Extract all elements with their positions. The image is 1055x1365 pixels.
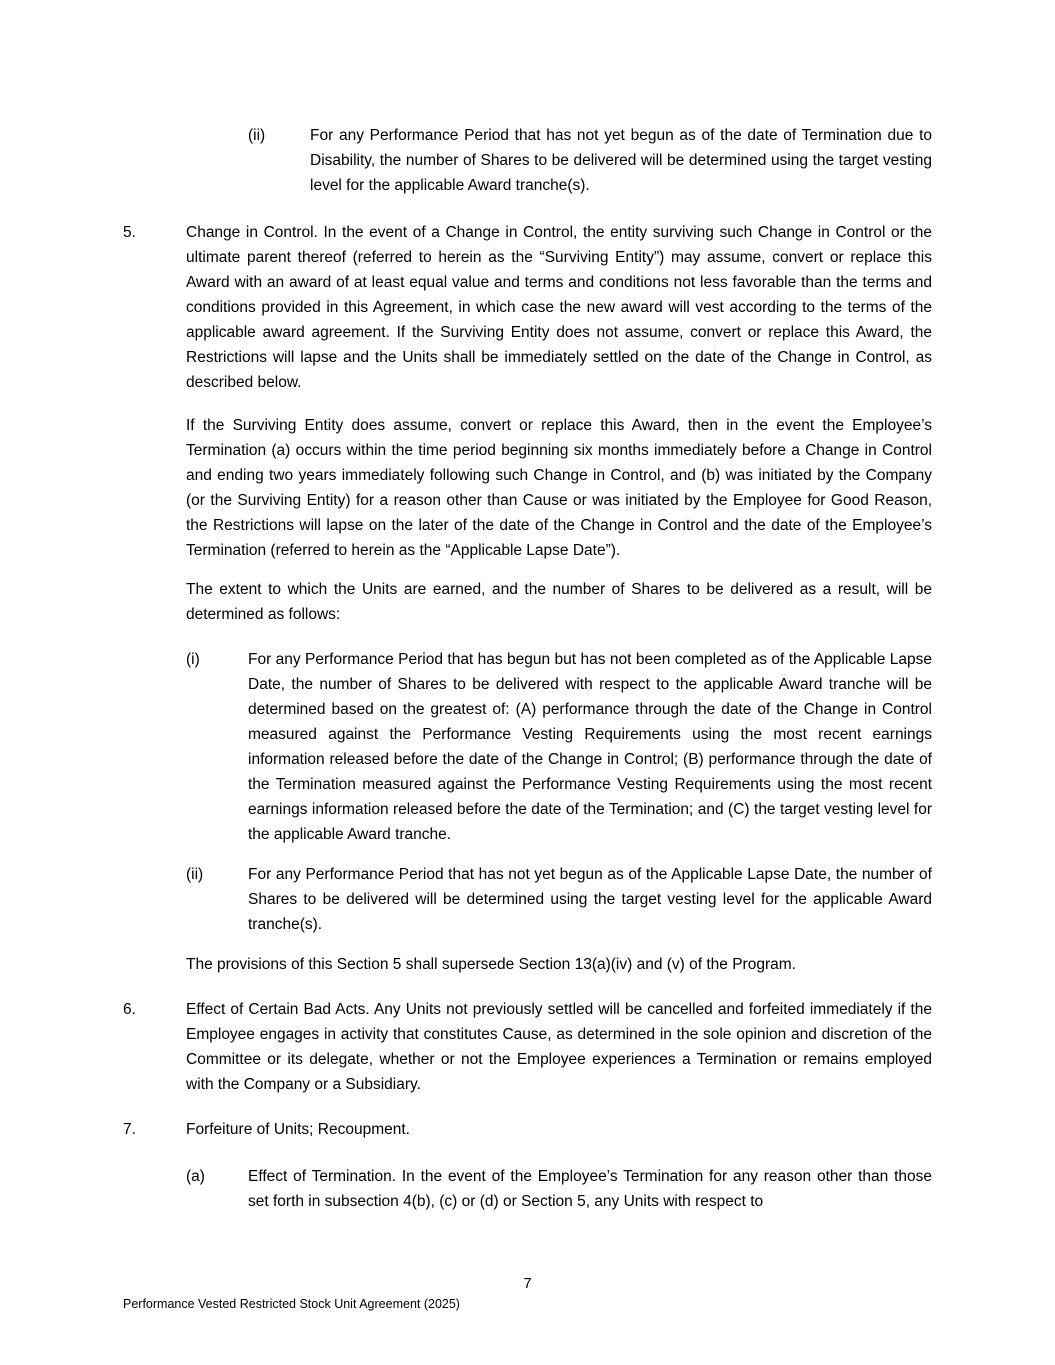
section-text: Effect of Certain Bad Acts. Any Units not previously settled will be cancelled and forfeited immediately if the Employee engages in activity that constitutes Cause, as determined in the sole opinion and discretion of the Committee or its delegate, whether or not the Employee experiences a Termination or remains employed with the Company or a Subsidiary. [186, 1001, 932, 1093]
section-text: Forfeiture of Units; Recoupment. [186, 1121, 410, 1138]
list-item-marker: (i) [186, 651, 200, 668]
section-number: 5. [123, 224, 136, 241]
list-item-i-performance-period-begun [123, 647, 932, 847]
paragraph-provisions-supersede [123, 952, 932, 977]
section-6-effect-of-certain-bad-acts [123, 997, 932, 1097]
paragraph-text: If the Surviving Entity does assume, convert or replace this Award, then in the event the Employee’s Termination (a) occurs within the time period beginning six months immediately before a Change in Control and ending two years immediately following such Change in Control, and (b) was initiated by the Company (or the Surviving Entity) for a reason other than Cause or was initiated by the Employee for Good Reason, the Restrictions will lapse on the later of the date of the Change in Control and the date of the Employee’s Termination (referred to herein as the “Applicable Lapse Date”). [186, 417, 932, 559]
paragraph-text: The provisions of this Section 5 shall supersede Section 13(a)(iv) and (v) of the Program. [186, 956, 796, 973]
section-7-forfeiture-of-units [123, 1117, 932, 1142]
section-number: 6. [123, 1001, 136, 1018]
section-5-change-in-control [123, 220, 932, 395]
list-item-marker: (ii) [186, 866, 204, 883]
list-item-ii-applicable-lapse-date [123, 862, 932, 937]
list-item-ii-termination-disability [123, 123, 932, 198]
list-item-marker: (ii) [248, 127, 266, 144]
list-item-text: Effect of Termination. In the event of the Employee’s Termination for any reason other than those set forth in subsection 4(b), (c) or (d) or Section 5, any Units with respect to [248, 1168, 932, 1210]
list-item-marker: (a) [186, 1168, 205, 1185]
section-number: 7. [123, 1121, 136, 1138]
paragraph-surviving-entity-assume [123, 413, 932, 563]
list-item-text: For any Performance Period that has begun but has not been completed as of the Applicable Lapse Date, the number of Shares to be delivered with respect to the applicable Award tranche will be determined based on the greatest of: (A) performance through the date of the Change in Control measured against the Performance Vesting Requirements using the most recent earnings information released before the date of the Change in Control; (B) performance through the date of the Termination measured against the Performance Vesting Requirements using the most recent earnings information released before the date of the Termination; and (C) the target vesting level for the applicable Award tranche. [248, 651, 932, 843]
paragraph-text: The extent to which the Units are earned, and the number of Shares to be delivered as a result, will be determined as follows: [186, 581, 932, 623]
list-item-text: For any Performance Period that has not yet begun as of the date of Termination due to Disability, the number of Shares to be delivered will be determined using the target vesting level for the applicable Award tranche(s). [310, 127, 932, 194]
section-text: Change in Control. In the event of a Change in Control, the entity surviving such Change in Control or the ultimate parent thereof (referred to herein as the “Surviving Entity”) may assume, convert or replace this Award with an award of at least equal value and terms and conditions not less favorable than the terms and conditions provided in this Agreement, in which case the new award will vest according to the terms of the applicable award agreement. If the Surviving Entity does not assume, convert or replace this Award, the Restrictions will lapse and the Units shall be immediately settled on the date of the Change in Control, as described below. [186, 224, 932, 391]
paragraph-extent-units-earned [123, 577, 932, 627]
list-item-a-effect-of-termination [123, 1164, 932, 1214]
list-item-text: For any Performance Period that has not yet begun as of the Applicable Lapse Date, the number of Shares to be delivered will be determined using the target vesting level for the applicable Award tranche(s). [248, 866, 932, 933]
page-number: 7 [523, 1276, 532, 1292]
document-body [123, 123, 932, 1214]
footer-text: Performance Vested Restricted Stock Unit Agreement (2025) [123, 1297, 460, 1311]
